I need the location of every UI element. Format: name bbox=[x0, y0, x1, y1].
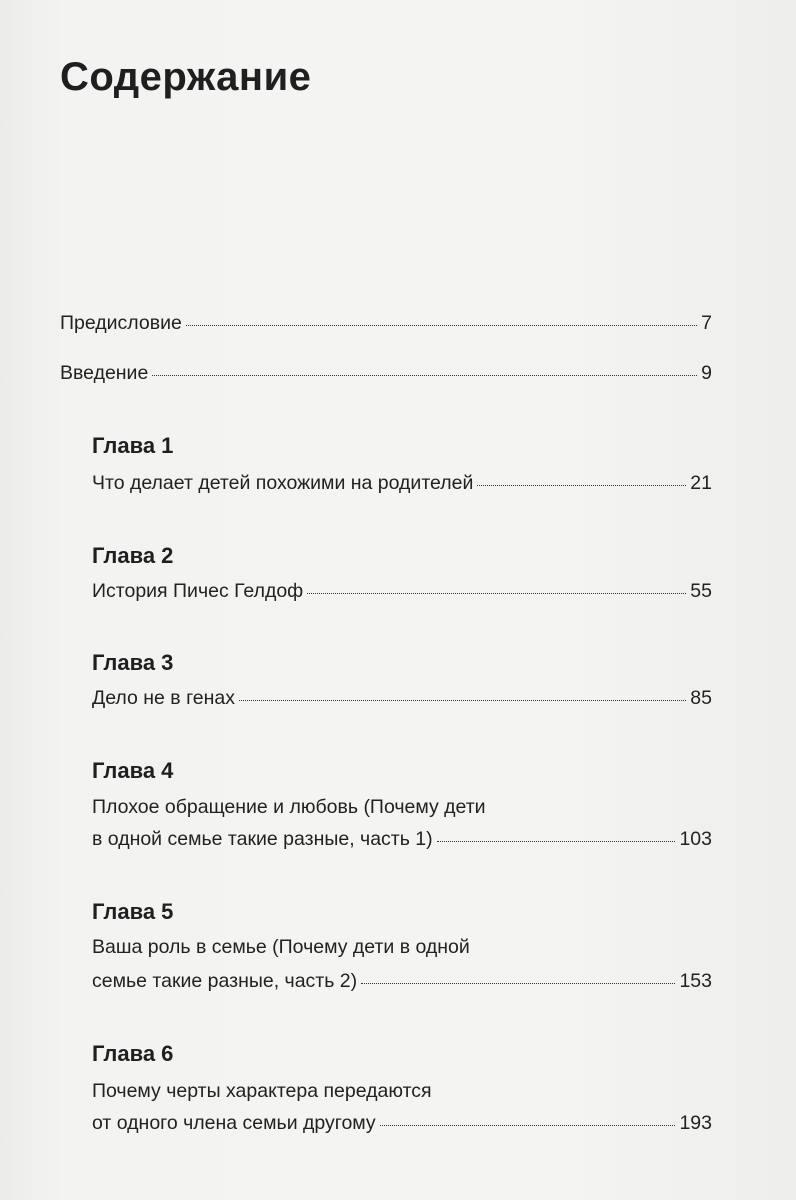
toc-entry-preface bbox=[60, 312, 712, 335]
toc-entry-label: от одного члена семьи другому bbox=[92, 1112, 376, 1134]
chapter-heading: Глава 4 bbox=[92, 758, 174, 783]
toc-entry-label: семье такие разные, часть 2) bbox=[92, 970, 358, 992]
chapter-heading: Глава 2 bbox=[92, 543, 174, 568]
toc-entry-title-line: Ваша роль в семье (Почему дети в одной bbox=[92, 936, 470, 958]
chapter-heading: Глава 6 bbox=[92, 1041, 174, 1066]
toc-entry-label: Введение bbox=[60, 362, 149, 384]
chapter-heading: Глава 5 bbox=[92, 899, 174, 924]
leader-dots bbox=[186, 325, 697, 326]
toc-entry-introduction bbox=[60, 362, 712, 385]
toc-entry-chapter-1 bbox=[92, 472, 712, 495]
chapter-heading: Глава 3 bbox=[92, 650, 174, 675]
toc-entry-page: 7 bbox=[701, 312, 712, 334]
page-title: Содержание bbox=[60, 55, 312, 99]
toc-entry-page: 103 bbox=[679, 828, 712, 850]
toc-entry-chapter-6 bbox=[92, 1112, 712, 1135]
toc-entry-label: Предисловие bbox=[60, 312, 182, 334]
toc-entry-chapter-5 bbox=[92, 970, 712, 993]
leader-dots bbox=[477, 485, 686, 486]
leader-dots bbox=[437, 841, 676, 842]
leader-dots bbox=[239, 700, 686, 701]
toc-entry-label: Что делает детей похожими на родителей bbox=[92, 472, 474, 494]
toc-entry-label: История Пичес Гелдоф bbox=[92, 580, 304, 602]
toc-entry-chapter-2 bbox=[92, 580, 712, 603]
toc-entry-label: Дело не в генах bbox=[92, 687, 235, 709]
toc-entry-page: 9 bbox=[701, 362, 712, 384]
toc-entry-page: 85 bbox=[690, 687, 712, 709]
toc-entry-page: 55 bbox=[690, 580, 712, 602]
toc-entry-chapter-4 bbox=[92, 828, 712, 851]
toc-entry-chapter-3 bbox=[92, 687, 712, 710]
toc-entry-page: 193 bbox=[679, 1112, 712, 1134]
leader-dots bbox=[152, 375, 697, 376]
leader-dots bbox=[361, 983, 675, 984]
chapter-heading: Глава 1 bbox=[92, 433, 174, 458]
toc-entry-page: 153 bbox=[679, 970, 712, 992]
toc-entry-title-line: Почему черты характера передаются bbox=[92, 1080, 432, 1102]
leader-dots bbox=[380, 1125, 676, 1126]
leader-dots bbox=[307, 593, 686, 594]
toc-entry-title-line: Плохое обращение и любовь (Почему дети bbox=[92, 796, 486, 818]
toc-entry-label: в одной семье такие разные, часть 1) bbox=[92, 828, 433, 850]
toc-entry-page: 21 bbox=[690, 472, 712, 494]
